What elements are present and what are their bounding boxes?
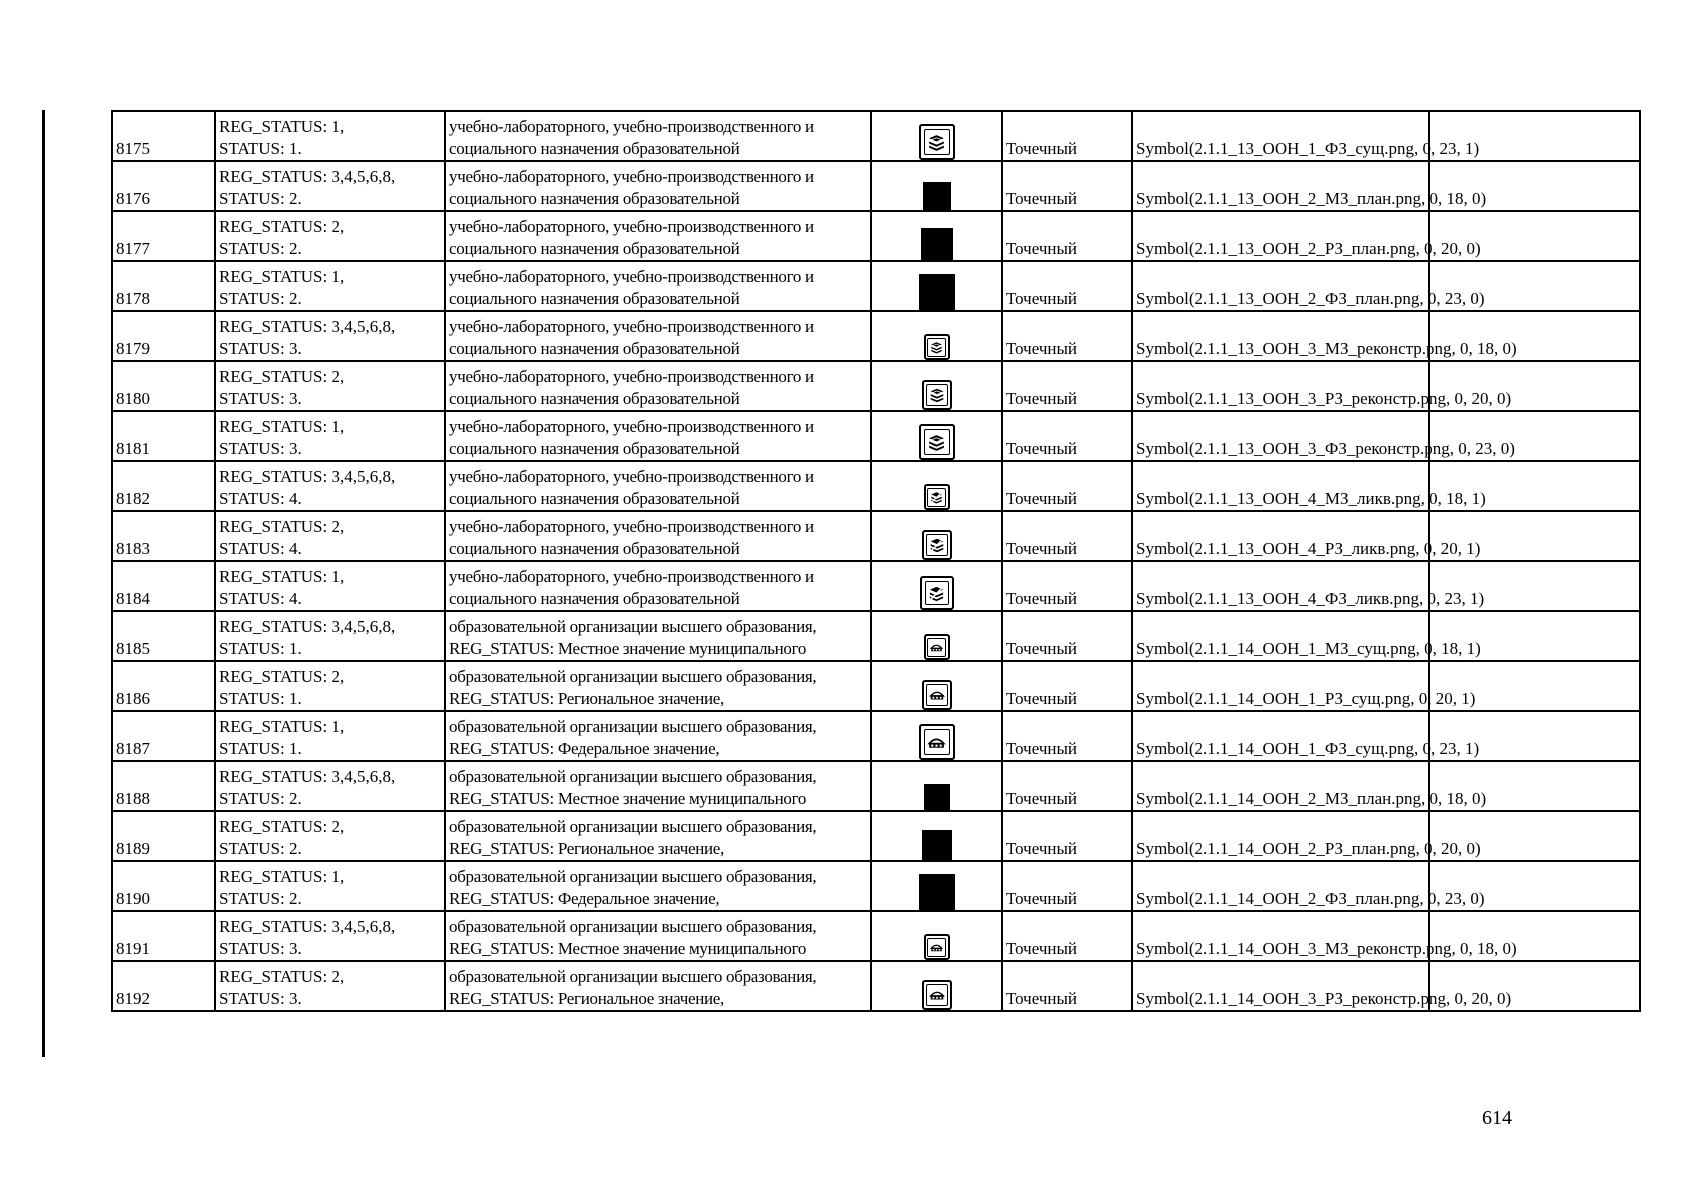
table-row (112, 161, 1640, 211)
geometry-type-cell: Точечный (1002, 861, 1132, 911)
university-frame-icon (922, 980, 952, 1010)
description-line-1: образовательной организации высшего образования, (449, 717, 817, 736)
description-line-1: учебно-лабораторного, учебно-производственного и (449, 117, 814, 136)
status-line: STATUS: 1. (219, 639, 302, 658)
symbol-preview-cell (871, 261, 1002, 311)
status-line: STATUS: 3. (219, 989, 302, 1008)
geometry-type-cell: Точечный (1002, 811, 1132, 861)
symbol-preview-cell (871, 561, 1002, 611)
row-id-cell: 8187 (112, 711, 215, 761)
black-square-icon (923, 182, 951, 210)
condition-cell (215, 461, 445, 511)
status-line: STATUS: 3. (219, 439, 302, 458)
table-row (112, 861, 1640, 911)
table-row (112, 911, 1640, 961)
row-id-cell: 8176 (112, 161, 215, 211)
table-row (112, 711, 1640, 761)
geometry-type-cell: Точечный (1002, 261, 1132, 311)
symbol-spec-cell: Symbol(2.1.1_13_ООН_2_РЗ_план.png, 0, 20, 0) (1132, 211, 1429, 261)
description-line-1: учебно-лабораторного, учебно-производственного и (449, 217, 814, 236)
description-cell (445, 311, 871, 361)
row-id-cell: 8188 (112, 761, 215, 811)
status-line: STATUS: 1. (219, 139, 302, 158)
description-cell (445, 161, 871, 211)
geometry-type-cell: Точечный (1002, 761, 1132, 811)
description-line-1: образовательной организации высшего образования, (449, 817, 817, 836)
school-books-frame-icon (919, 124, 955, 160)
table-row (112, 561, 1640, 611)
school-books-crossed-icon (922, 530, 952, 560)
description-line-2: REG_STATUS: Региональное значение, (449, 689, 724, 708)
symbol-spec-cell: Symbol(2.1.1_13_ООН_2_МЗ_план.png, 0, 18, 0) (1132, 161, 1429, 211)
condition-cell (215, 561, 445, 611)
table-row (112, 261, 1640, 311)
description-line-1: учебно-лабораторного, учебно-производственного и (449, 317, 814, 336)
black-square-icon (921, 228, 953, 260)
row-id-cell: 8189 (112, 811, 215, 861)
black-square-icon (919, 874, 955, 910)
geometry-type-cell: Точечный (1002, 311, 1132, 361)
description-line-2: социального назначения образовательной (449, 489, 740, 508)
row-id-cell: 8178 (112, 261, 215, 311)
status-line: STATUS: 3. (219, 939, 302, 958)
reg-status-line: REG_STATUS: 2, (219, 517, 345, 536)
condition-cell (215, 111, 445, 161)
description-line-1: учебно-лабораторного, учебно-производственного и (449, 567, 814, 586)
description-line-1: учебно-лабораторного, учебно-производственного и (449, 267, 814, 286)
university-frame-icon (924, 934, 950, 960)
reg-status-line: REG_STATUS: 1, (219, 417, 345, 436)
condition-cell (215, 961, 445, 1011)
symbol-preview-cell (871, 311, 1002, 361)
condition-cell (215, 811, 445, 861)
status-line: STATUS: 2. (219, 189, 302, 208)
description-line-2: социального назначения образовательной (449, 139, 740, 158)
condition-cell (215, 661, 445, 711)
reg-status-line: REG_STATUS: 1, (219, 567, 345, 586)
symbol-preview-cell (871, 911, 1002, 961)
table-row (112, 411, 1640, 461)
status-line: STATUS: 2. (219, 289, 302, 308)
university-frame-icon (922, 680, 952, 710)
status-line: STATUS: 3. (219, 389, 302, 408)
row-id-cell: 8177 (112, 211, 215, 261)
description-line-2: социального назначения образовательной (449, 189, 740, 208)
table-row (112, 111, 1640, 161)
reg-status-line: REG_STATUS: 3,4,5,6,8, (219, 167, 396, 186)
status-line: STATUS: 2. (219, 239, 302, 258)
geometry-type-cell: Точечный (1002, 911, 1132, 961)
page-number: 614 (1482, 1107, 1512, 1129)
reg-status-line: REG_STATUS: 3,4,5,6,8, (219, 467, 396, 486)
geometry-type-cell: Точечный (1002, 711, 1132, 761)
table-row (112, 661, 1640, 711)
symbol-preview-cell (871, 611, 1002, 661)
description-line-1: учебно-лабораторного, учебно-производственного и (449, 417, 814, 436)
condition-cell (215, 711, 445, 761)
symbol-preview-cell (871, 361, 1002, 411)
geometry-type-cell: Точечный (1002, 661, 1132, 711)
condition-cell (215, 861, 445, 911)
condition-cell (215, 261, 445, 311)
condition-cell (215, 911, 445, 961)
reg-status-line: REG_STATUS: 1, (219, 267, 345, 286)
description-line-2: социального назначения образовательной (449, 239, 740, 258)
description-line-2: REG_STATUS: Федеральное значение, (449, 889, 720, 908)
row-id-cell: 8190 (112, 861, 215, 911)
school-books-frame-icon (919, 424, 955, 460)
condition-cell (215, 211, 445, 261)
description-line-1: учебно-лабораторного, учебно-производственного и (449, 467, 814, 486)
table-row (112, 511, 1640, 561)
description-cell (445, 811, 871, 861)
row-id-cell: 8185 (112, 611, 215, 661)
symbol-spec-cell: Symbol(2.1.1_13_ООН_4_МЗ_ликв.png, 0, 18, 1) (1132, 461, 1429, 511)
description-line-2: социального назначения образовательной (449, 439, 740, 458)
symbol-preview-cell (871, 411, 1002, 461)
school-books-frame-icon (922, 380, 952, 410)
symbol-spec-cell: Symbol(2.1.1_14_ООН_2_ФЗ_план.png, 0, 23, 0) (1132, 861, 1429, 911)
symbol-spec-cell: Symbol(2.1.1_14_ООН_1_ФЗ_сущ.png, 0, 23, 1) (1132, 711, 1429, 761)
description-cell (445, 711, 871, 761)
black-square-icon (919, 274, 955, 310)
description-line-1: учебно-лабораторного, учебно-производственного и (449, 517, 814, 536)
symbol-preview-cell (871, 161, 1002, 211)
status-line: STATUS: 2. (219, 839, 302, 858)
description-line-2: социального назначения образовательной (449, 339, 740, 358)
black-square-icon (922, 830, 952, 860)
condition-cell (215, 311, 445, 361)
reg-status-line: REG_STATUS: 3,4,5,6,8, (219, 767, 396, 786)
symbol-spec-cell: Symbol(2.1.1_14_ООН_2_РЗ_план.png, 0, 20, 0) (1132, 811, 1429, 861)
description-line-1: образовательной организации высшего образования, (449, 867, 817, 886)
reg-status-line: REG_STATUS: 3,4,5,6,8, (219, 917, 396, 936)
row-id-cell: 8183 (112, 511, 215, 561)
condition-cell (215, 411, 445, 461)
description-line-2: REG_STATUS: Местное значение муниципального (449, 789, 807, 808)
description-line-1: образовательной организации высшего образования, (449, 767, 817, 786)
geometry-type-cell: Точечный (1002, 411, 1132, 461)
table-row (112, 361, 1640, 411)
school-books-crossed-icon (924, 484, 950, 510)
table-row (112, 961, 1640, 1011)
description-line-1: образовательной организации высшего образования, (449, 917, 817, 936)
reg-status-line: REG_STATUS: 1, (219, 117, 345, 136)
description-cell (445, 361, 871, 411)
geometry-type-cell: Точечный (1002, 161, 1132, 211)
description-line-2: REG_STATUS: Местное значение муниципального (449, 639, 807, 658)
description-cell (445, 761, 871, 811)
description-line-2: REG_STATUS: Региональное значение, (449, 839, 724, 858)
status-line: STATUS: 4. (219, 489, 302, 508)
status-line: STATUS: 4. (219, 589, 302, 608)
row-id-cell: 8184 (112, 561, 215, 611)
table-row (112, 611, 1640, 661)
condition-cell (215, 511, 445, 561)
symbol-spec-cell: Symbol(2.1.1_13_ООН_1_ФЗ_сущ.png, 0, 23, 1) (1132, 111, 1429, 161)
geometry-type-cell: Точечный (1002, 611, 1132, 661)
description-line-2: социального назначения образовательной (449, 389, 740, 408)
reg-status-line: REG_STATUS: 2, (219, 817, 345, 836)
row-id-cell: 8181 (112, 411, 215, 461)
condition-cell (215, 611, 445, 661)
symbol-preview-cell (871, 461, 1002, 511)
condition-cell (215, 161, 445, 211)
symbol-spec-cell: Symbol(2.1.1_13_ООН_3_ФЗ_реконстр.png, 0, 23, 0) (1132, 411, 1429, 461)
symbol-spec-cell: Symbol(2.1.1_14_ООН_3_РЗ_реконстр.png, 0, 20, 0) (1132, 961, 1429, 1011)
symbol-table (111, 110, 1641, 1012)
description-line-1: образовательной организации высшего образования, (449, 617, 817, 636)
university-frame-icon (924, 634, 950, 660)
symbol-preview-cell (871, 111, 1002, 161)
description-line-2: REG_STATUS: Местное значение муниципального (449, 939, 807, 958)
table-row (112, 461, 1640, 511)
description-cell (445, 111, 871, 161)
reg-status-line: REG_STATUS: 2, (219, 367, 345, 386)
description-cell (445, 561, 871, 611)
reg-status-line: REG_STATUS: 3,4,5,6,8, (219, 617, 396, 636)
status-line: STATUS: 1. (219, 689, 302, 708)
status-line: STATUS: 2. (219, 889, 302, 908)
row-id-cell: 8186 (112, 661, 215, 711)
symbol-spec-cell: Symbol(2.1.1_14_ООН_3_МЗ_реконстр.png, 0, 18, 0) (1132, 911, 1429, 961)
geometry-type-cell: Точечный (1002, 211, 1132, 261)
condition-cell (215, 761, 445, 811)
reg-status-line: REG_STATUS: 1, (219, 867, 345, 886)
symbol-preview-cell (871, 761, 1002, 811)
condition-cell (215, 361, 445, 411)
symbol-spec-cell: Symbol(2.1.1_14_ООН_1_РЗ_сущ.png, 0, 20, 1) (1132, 661, 1429, 711)
status-line: STATUS: 4. (219, 539, 302, 558)
reg-status-line: REG_STATUS: 2, (219, 667, 345, 686)
reg-status-line: REG_STATUS: 3,4,5,6,8, (219, 317, 396, 336)
description-cell (445, 261, 871, 311)
status-line: STATUS: 1. (219, 739, 302, 758)
status-line: STATUS: 2. (219, 789, 302, 808)
black-square-icon (924, 784, 950, 810)
symbol-preview-cell (871, 961, 1002, 1011)
symbol-spec-cell: Symbol(2.1.1_13_ООН_3_МЗ_реконстр.png, 0, 18, 0) (1132, 311, 1429, 361)
description-line-1: учебно-лабораторного, учебно-производственного и (449, 167, 814, 186)
description-cell (445, 211, 871, 261)
status-line: STATUS: 3. (219, 339, 302, 358)
geometry-type-cell: Точечный (1002, 961, 1132, 1011)
symbol-spec-cell: Symbol(2.1.1_13_ООН_3_РЗ_реконстр.png, 0, 20, 0) (1132, 361, 1429, 411)
geometry-type-cell: Точечный (1002, 511, 1132, 561)
symbol-spec-cell: Symbol(2.1.1_13_ООН_4_ФЗ_ликв.png, 0, 23, 1) (1132, 561, 1429, 611)
symbol-spec-cell: Symbol(2.1.1_14_ООН_1_МЗ_сущ.png, 0, 18, 1) (1132, 611, 1429, 661)
description-line-2: REG_STATUS: Федеральное значение, (449, 739, 720, 758)
symbol-spec-cell: Symbol(2.1.1_13_ООН_4_РЗ_ликв.png, 0, 20, 1) (1132, 511, 1429, 561)
table-row (112, 211, 1640, 261)
description-line-1: образовательной организации высшего образования, (449, 667, 817, 686)
row-id-cell: 8191 (112, 911, 215, 961)
symbol-preview-cell (871, 661, 1002, 711)
description-cell (445, 911, 871, 961)
description-line-1: образовательной организации высшего образования, (449, 967, 817, 986)
description-cell (445, 411, 871, 461)
symbol-spec-cell: Symbol(2.1.1_14_ООН_2_МЗ_план.png, 0, 18, 0) (1132, 761, 1429, 811)
symbol-spec-cell: Symbol(2.1.1_13_ООН_2_ФЗ_план.png, 0, 23, 0) (1132, 261, 1429, 311)
description-line-1: учебно-лабораторного, учебно-производственного и (449, 367, 814, 386)
symbol-preview-cell (871, 211, 1002, 261)
margin-line (42, 110, 45, 1057)
symbol-preview-cell (871, 861, 1002, 911)
school-books-crossed-icon (920, 576, 954, 610)
table-row (112, 811, 1640, 861)
row-id-cell: 8182 (112, 461, 215, 511)
geometry-type-cell: Точечный (1002, 461, 1132, 511)
reg-status-line: REG_STATUS: 2, (219, 217, 345, 236)
row-id-cell: 8179 (112, 311, 215, 361)
description-cell (445, 961, 871, 1011)
geometry-type-cell: Точечный (1002, 361, 1132, 411)
description-cell (445, 861, 871, 911)
table-row (112, 311, 1640, 361)
symbol-preview-cell (871, 811, 1002, 861)
reg-status-line: REG_STATUS: 1, (219, 717, 345, 736)
row-id-cell: 8175 (112, 111, 215, 161)
description-cell (445, 461, 871, 511)
reg-status-line: REG_STATUS: 2, (219, 967, 345, 986)
table-row (112, 761, 1640, 811)
row-id-cell: 8180 (112, 361, 215, 411)
symbol-preview-cell (871, 511, 1002, 561)
symbol-preview-cell (871, 711, 1002, 761)
description-line-2: REG_STATUS: Региональное значение, (449, 989, 724, 1008)
geometry-type-cell: Точечный (1002, 111, 1132, 161)
row-id-cell: 8192 (112, 961, 215, 1011)
description-line-2: социального назначения образовательной (449, 589, 740, 608)
description-line-2: социального назначения образовательной (449, 539, 740, 558)
description-cell (445, 611, 871, 661)
description-line-2: социального назначения образовательной (449, 289, 740, 308)
description-cell (445, 511, 871, 561)
school-books-frame-icon (924, 334, 950, 360)
geometry-type-cell: Точечный (1002, 561, 1132, 611)
description-cell (445, 661, 871, 711)
university-frame-icon (919, 724, 955, 760)
